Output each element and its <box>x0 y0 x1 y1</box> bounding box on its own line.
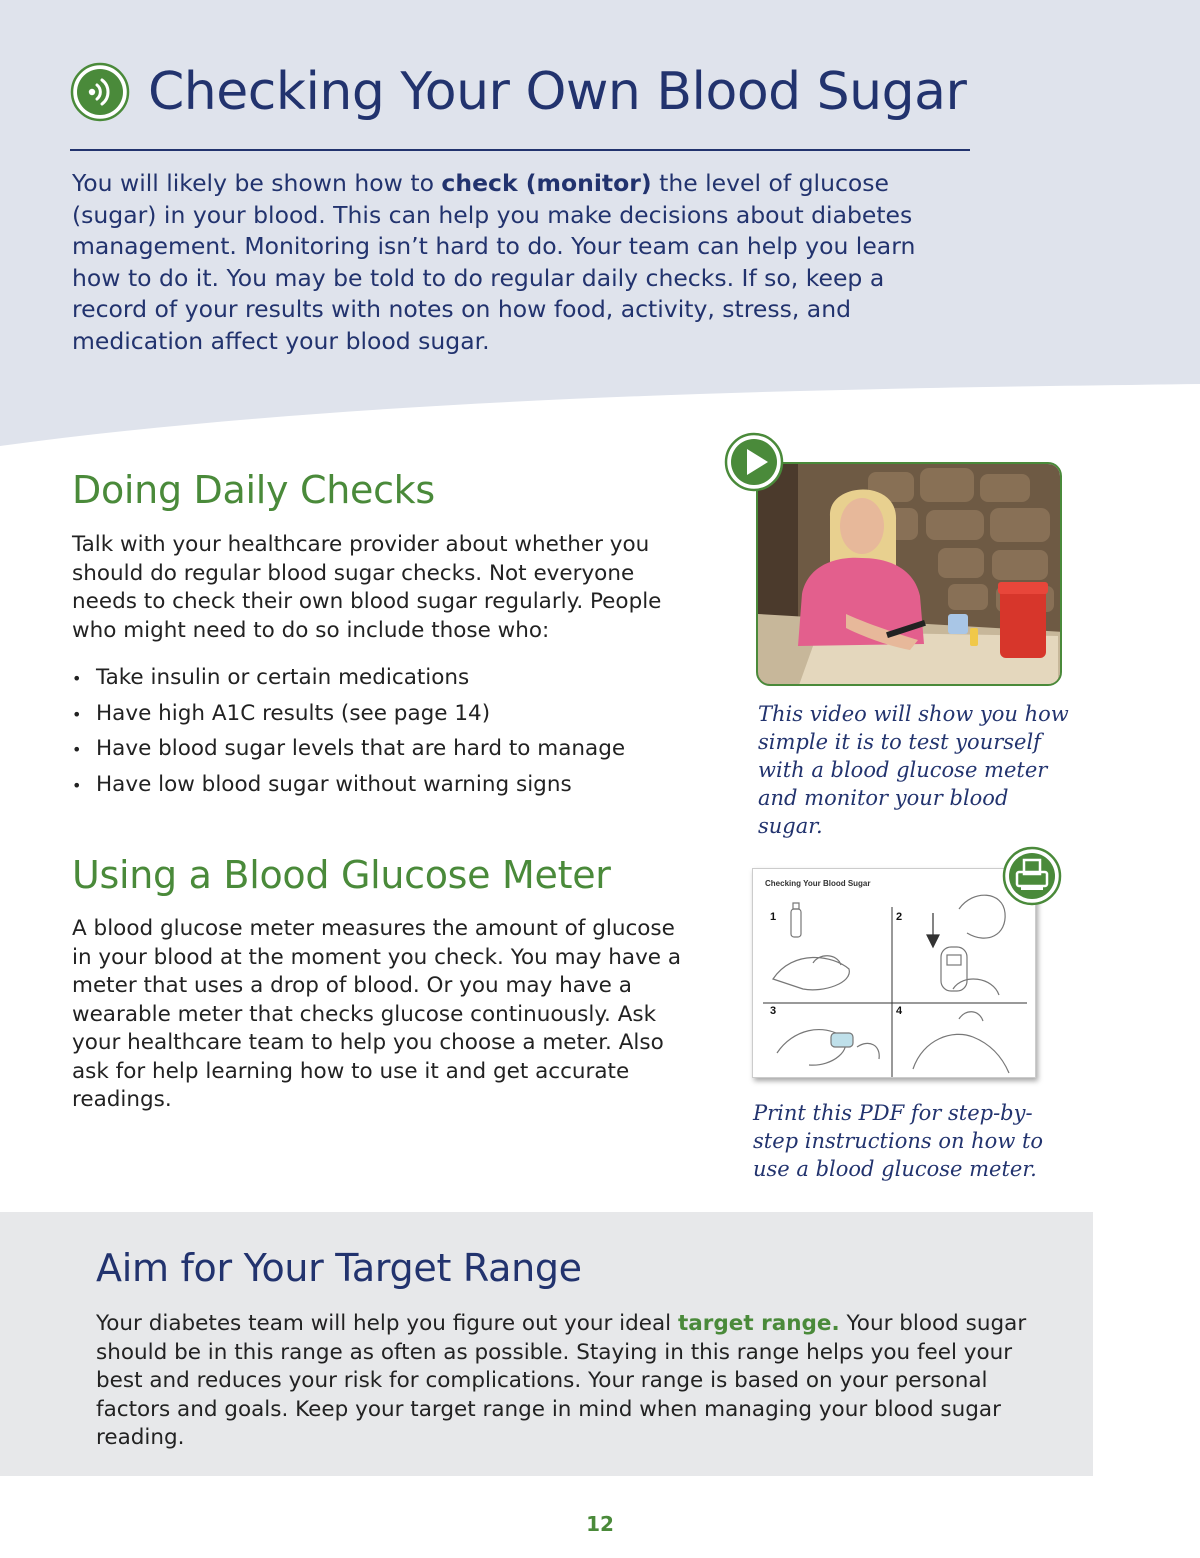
list-item <box>72 696 625 732</box>
target-key-term: target range. <box>678 1311 840 1336</box>
target-text-end: Your blood sugar should be in this range as often as possible. Staying in this range helps you feel your best and reduces your risk for complications. Your range is based on your personal factors and goals. Keep your target range in mind when managing your blood sugar reading. <box>96 1311 1027 1450</box>
meter-heading: Using a Blood Glucose Meter <box>72 853 611 897</box>
bullet-dot: • <box>72 669 82 688</box>
meter-body: A blood glucose meter measures the amount of glucose in your blood at the moment you check. You may have a meter that uses a drop of blood. Or you may have a wearable meter that checks glucose continuously. Ask your healthcare team to help you choose a meter. Also ask for help learning how to use it and get accurate readings. <box>72 916 682 1112</box>
pdf-thumb-title: Checking Your Blood Sugar <box>765 879 871 888</box>
bullet-dot: • <box>72 740 82 759</box>
pdf-steps-illustration <box>753 869 1035 1077</box>
list-item-text: Have high A1C results (see page 14) <box>96 700 491 726</box>
page-number: 12 <box>586 1512 614 1536</box>
list-item <box>72 767 625 803</box>
bullet-dot: • <box>72 704 82 724</box>
intro-paragraph <box>72 168 952 357</box>
pdf-step-number: 2 <box>896 911 903 923</box>
daily-checks-heading: Doing Daily Checks <box>72 468 435 512</box>
pdf-step-number: 3 <box>770 1005 777 1017</box>
list-item <box>72 660 625 696</box>
title-divider <box>70 149 970 151</box>
list-item-text: Have blood sugar levels that are hard to manage <box>96 736 626 761</box>
daily-checks-list <box>72 660 625 802</box>
print-icon[interactable] <box>1002 846 1062 906</box>
audio-icon[interactable] <box>70 62 130 122</box>
list-item-text: Have low blood sugar without warning signs <box>96 771 572 797</box>
page-title: Checking Your Own Blood Sugar <box>148 62 967 122</box>
target-range-heading: Aim for Your Target Range <box>96 1246 582 1290</box>
intro-key-term: check (monitor) <box>441 169 652 197</box>
pdf-step-number: 4 <box>896 1005 903 1017</box>
video-scene-illustration <box>758 464 1062 686</box>
pdf-step-number: 1 <box>770 911 777 923</box>
intro-text-start: You will likely be shown how to <box>72 169 442 197</box>
title-row <box>70 62 966 122</box>
video-thumbnail[interactable] <box>756 462 1062 686</box>
target-range-text <box>96 1310 1056 1453</box>
intro-text-end: the level of glucose (sugar) in your blood. This can help you make decisions about diabetes management. Monitoring isn’t hard to do. Your team can help you learn how to do it. You may be told to do regular daily checks. If so, keep a record of your results with notes on how food, activity, stress, and medication affect your blood sugar. <box>72 169 916 355</box>
video-caption: This video will show you how simple it is to test yourself with a blood glucose meter and monitor your blood sugar. <box>758 702 1069 838</box>
daily-checks-body: Talk with your healthcare provider about whether you should do regular blood sugar checks. Not everyone needs to check their own blood sugar regularly. People who might need to do so include those who: <box>72 532 662 643</box>
play-video-icon[interactable] <box>724 432 784 492</box>
list-item-text: Take insulin or certain medications <box>96 665 470 690</box>
list-item <box>72 731 625 767</box>
pdf-thumbnail[interactable] <box>752 868 1036 1078</box>
target-text-start: Your diabetes team will help you figure out your ideal <box>96 1311 678 1336</box>
bullet-dot: • <box>72 775 82 795</box>
pdf-caption: Print this PDF for step-by-step instructions on how to use a blood glucose meter. <box>753 1101 1044 1181</box>
